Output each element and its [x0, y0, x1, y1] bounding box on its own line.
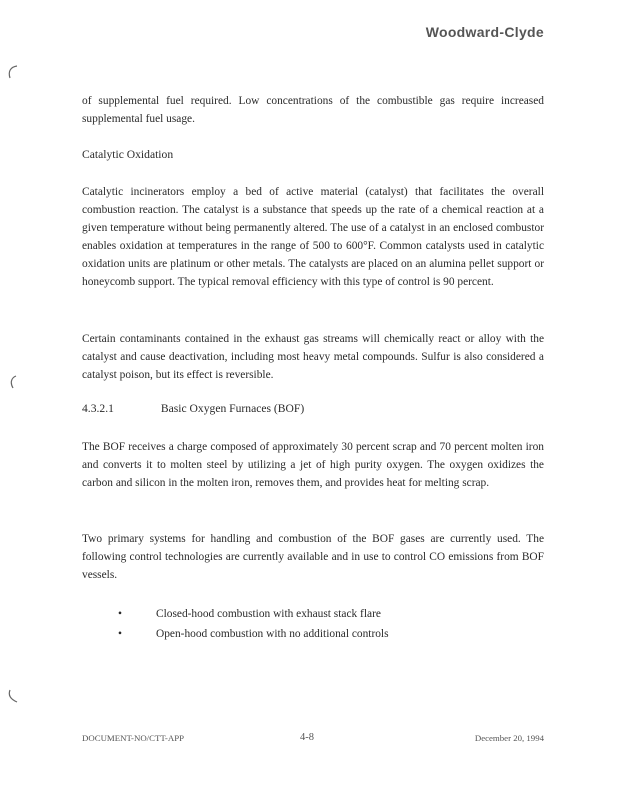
list-item [118, 624, 389, 644]
list-item [118, 604, 389, 624]
section-title: Basic Oxygen Furnaces (BOF) [160, 402, 305, 415]
paragraph-bof-charge: The BOF receives a charge composed of approximately 30 percent scrap and 70 percent molten iron and converts it to molten steel by utilizing a jet of high purity oxygen. The oxygen oxidizes the carbon and silicon in the molten iron, removes them, and provides heat for melting scrap. [82, 441, 544, 489]
paragraph-contaminants: Certain contaminants contained in the exhaust gas streams will chemically react or alloy with the catalyst and cause deactivation, including most heavy metal compounds. Sulfur is also considered a catalyst poison, but its effect is reversible. [82, 333, 544, 381]
list-item-text: Open-hood combustion with no additional controls [156, 628, 389, 640]
paragraph-bof-systems: Two primary systems for handling and combustion of the BOF gases are currently used. The following control technologies are currently available and in use to control CO emissions from BOF vessels. [82, 533, 544, 581]
footer-date: December 20, 1994 [474, 733, 544, 743]
binding-hole-mark-bottom [4, 688, 20, 704]
company-header: Woodward-Clyde [425, 24, 544, 40]
binding-hole-mark-top [4, 64, 20, 80]
section-heading-bof [82, 402, 304, 415]
section-number: 4.3.2.1 [82, 402, 114, 415]
page-number: 4-8 [300, 732, 314, 743]
binding-hole-mark-middle [4, 374, 20, 390]
control-technology-list [118, 604, 389, 644]
bullet-symbol: • [118, 628, 122, 640]
paragraph-catalytic-incinerators: Catalytic incinerators employ a bed of active material (catalyst) that facilitates the overall combustion reaction. The catalyst is a substance that speeds up the rate of a chemical reaction at a given temperature without being permanently altered. The use of a catalyst in an enclosed combustor enables oxidation at temperatures in the range of 500 to 600°F. Common catalysts used in catalytic oxidation units are platinum or other metals. The catalysts are placed on an alumina pellet support or honeycomb support. The typical removal efficiency with this type of control is 90 percent. [82, 186, 544, 288]
footer-document-id: DOCUMENT-NO/CTT-APP [82, 733, 184, 743]
bullet-symbol: • [118, 608, 122, 620]
paragraph-supplemental-fuel: of supplemental fuel required. Low concentrations of the combustible gas require increased supplemental fuel usage. [82, 95, 544, 125]
list-item-text: Closed-hood combustion with exhaust stack flare [156, 608, 381, 620]
heading-catalytic-oxidation: Catalytic Oxidation [82, 148, 174, 161]
